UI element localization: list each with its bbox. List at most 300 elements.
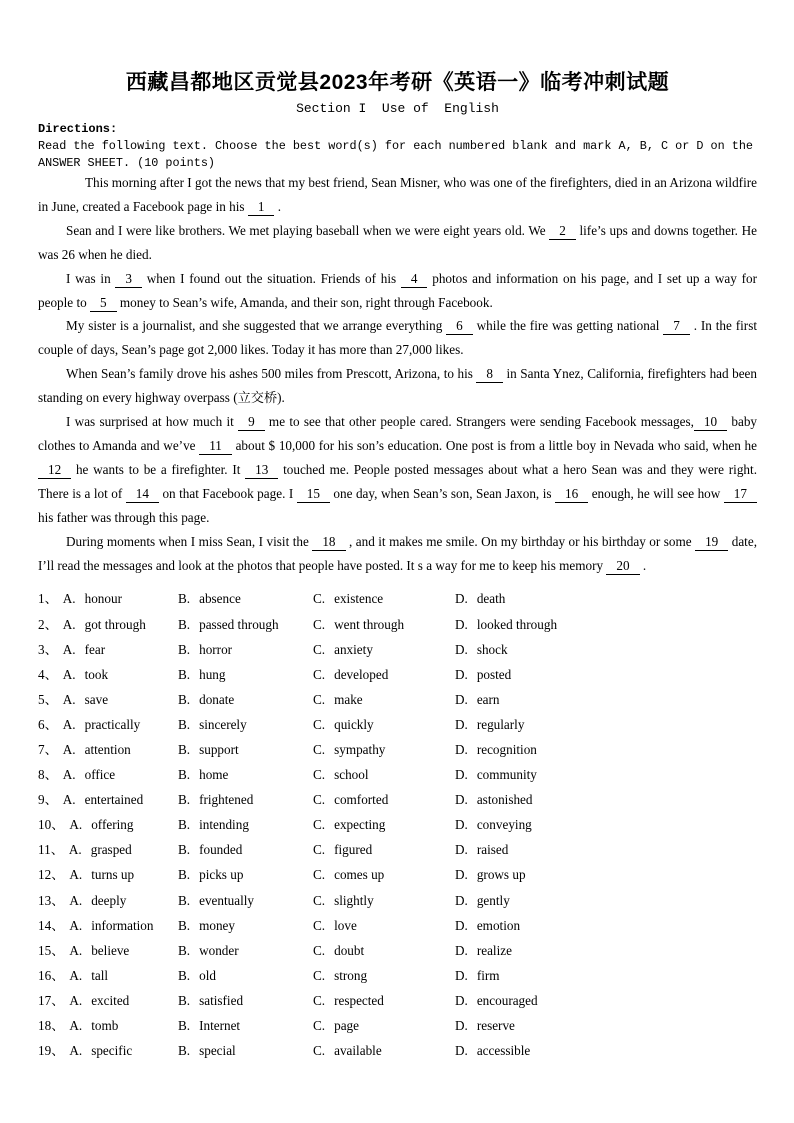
section-heading: Section I Use of English <box>296 101 499 116</box>
option-text: shock <box>476 641 508 657</box>
cloze-blank-13: 13 <box>245 461 278 479</box>
question-17-option-c <box>313 988 455 1013</box>
option-text: deeply <box>91 892 127 908</box>
question-row-17 <box>38 988 757 1013</box>
option-text: anxiety <box>334 641 373 657</box>
option-text: absence <box>199 591 241 607</box>
question-number: 10、 <box>38 817 65 833</box>
option-letter: B. <box>178 892 191 908</box>
option-letter: B. <box>178 1043 191 1059</box>
option-letter: B. <box>178 641 191 657</box>
directions-line: ANSWER SHEET. (10 points) <box>38 155 215 170</box>
cloze-blank-11: 11 <box>199 437 232 455</box>
cloze-blank-2: 2 <box>549 222 576 240</box>
option-text: existence <box>334 591 384 607</box>
option-letter: D. <box>455 1018 468 1033</box>
question-12-option-b <box>178 862 313 887</box>
question-number: 15、 <box>38 942 65 958</box>
question-18-option-d <box>455 1013 757 1038</box>
question-9-option-d <box>455 787 757 812</box>
question-14-option-c <box>313 913 455 938</box>
question-row-2 <box>38 612 757 637</box>
option-letter: B. <box>178 792 191 808</box>
option-text: realize <box>476 942 512 958</box>
option-text: honour <box>84 591 122 607</box>
cloze-blank-14: 14 <box>126 485 159 503</box>
option-text: picks up <box>199 867 244 883</box>
option-letter: A. <box>62 666 76 682</box>
option-letter: B. <box>178 691 191 707</box>
option-text: death <box>476 591 506 607</box>
question-3-option-a <box>38 637 178 662</box>
option-letter: D. <box>455 591 468 607</box>
question-1-option-c <box>313 586 455 611</box>
option-text: comes up <box>334 867 385 883</box>
question-3-option-b <box>178 637 313 662</box>
option-letter: B. <box>178 817 191 833</box>
question-2-option-a <box>38 612 178 637</box>
question-15-option-d <box>455 938 757 963</box>
option-letter: D. <box>455 767 468 783</box>
option-text: regularly <box>476 716 525 732</box>
cloze-blank-20: 20 <box>606 557 639 575</box>
option-text: developed <box>334 666 389 682</box>
option-letter: B. <box>178 842 191 858</box>
option-letter: C. <box>313 792 326 808</box>
option-text: school <box>334 767 369 783</box>
cloze-blank-3: 3 <box>115 270 142 288</box>
option-letter: D. <box>455 867 468 883</box>
option-text: support <box>199 741 239 757</box>
option-letter: A. <box>62 641 76 657</box>
question-row-14 <box>38 913 757 938</box>
cloze-blank-17: 17 <box>724 485 757 503</box>
question-3-option-d <box>455 637 757 662</box>
option-text: Internet <box>199 1018 241 1033</box>
option-text: encouraged <box>476 992 538 1008</box>
option-text: attention <box>84 741 131 757</box>
option-letter: D. <box>455 641 468 657</box>
question-1-option-a <box>38 586 178 611</box>
question-8-option-c <box>313 762 455 787</box>
question-6-option-b <box>178 712 313 737</box>
option-letter: A. <box>62 716 76 732</box>
option-text: believe <box>91 942 130 958</box>
option-text: conveying <box>476 817 532 833</box>
question-number: 8、 <box>38 767 58 783</box>
question-number: 1、 <box>38 591 58 607</box>
question-11-option-c <box>313 837 455 862</box>
option-text: horror <box>199 641 233 657</box>
question-4-option-c <box>313 662 455 687</box>
question-10-option-d <box>455 812 757 837</box>
passage-paragraph: My sister is a journalist, and she suggested that we arrange everything 6 while the fire was getting national 7 . In the first couple of days, Sean’s page got 2,000 likes. Today it has more than 27,000 likes. <box>38 318 757 358</box>
cloze-blank-9: 9 <box>238 413 265 431</box>
question-13-option-a <box>38 888 178 913</box>
option-letter: B. <box>178 767 191 783</box>
option-text: accessible <box>476 1043 531 1059</box>
option-letter: B. <box>178 992 191 1008</box>
option-text: grows up <box>476 867 526 883</box>
option-letter: D. <box>455 917 468 933</box>
cloze-blank-19: 19 <box>695 533 728 551</box>
question-number: 18、 <box>38 1018 65 1033</box>
cloze-blank-10: 10 <box>694 413 727 431</box>
option-letter: C. <box>313 1043 326 1059</box>
question-4-option-d <box>455 662 757 687</box>
option-text: entertained <box>84 792 144 808</box>
option-letter: D. <box>455 842 468 858</box>
option-letter: B. <box>178 917 191 933</box>
question-row-1 <box>38 586 757 611</box>
question-7-option-d <box>455 737 757 762</box>
question-10-option-a <box>38 812 178 837</box>
option-text: went through <box>334 616 405 632</box>
option-letter: A. <box>62 691 76 707</box>
passage-paragraph: I was in 3 when I found out the situation. Friends of his 4 photos and information on his page, and I set up a way for people to 5 money to Sean’s wife, Amanda, and their son, right through Facebook. <box>38 270 757 310</box>
question-2-option-d <box>455 612 757 637</box>
question-number: 12、 <box>38 867 65 883</box>
option-letter: D. <box>455 892 468 908</box>
question-10-option-b <box>178 812 313 837</box>
option-text: old <box>199 967 216 983</box>
question-14-option-b <box>178 913 313 938</box>
option-letter: A. <box>69 1018 83 1033</box>
option-letter: C. <box>313 842 326 858</box>
option-text: information <box>91 917 154 933</box>
question-row-9 <box>38 787 757 812</box>
question-6-option-c <box>313 712 455 737</box>
option-letter: D. <box>455 616 468 632</box>
option-text: eventually <box>199 892 255 908</box>
question-16-option-b <box>178 963 313 988</box>
question-row-13 <box>38 888 757 913</box>
question-number: 5、 <box>38 691 58 707</box>
question-18-option-c <box>313 1013 455 1038</box>
question-5-option-d <box>455 687 757 712</box>
question-row-4 <box>38 662 757 687</box>
option-text: sincerely <box>199 716 247 732</box>
question-19-option-c <box>313 1038 455 1063</box>
option-text: strong <box>334 967 368 983</box>
question-19-option-d <box>455 1038 757 1063</box>
question-16-option-d <box>455 963 757 988</box>
question-4-option-a <box>38 662 178 687</box>
question-7-option-a <box>38 737 178 762</box>
question-row-10 <box>38 812 757 837</box>
option-text: expecting <box>334 817 386 833</box>
option-text: fear <box>84 641 106 657</box>
question-5-option-b <box>178 687 313 712</box>
option-text: special <box>199 1043 236 1059</box>
question-2-option-c <box>313 612 455 637</box>
question-16-option-a <box>38 963 178 988</box>
question-number: 11、 <box>38 842 64 858</box>
option-letter: A. <box>68 842 82 858</box>
directions-line: Read the following text. Choose the best word(s) for each numbered blank and mark A, B, C or D on the <box>38 139 754 153</box>
question-19-option-a <box>38 1038 178 1063</box>
option-letter: C. <box>313 767 326 783</box>
option-letter: C. <box>313 591 326 607</box>
option-text: figured <box>334 842 373 858</box>
question-4-option-b <box>178 662 313 687</box>
cloze-blank-5: 5 <box>90 294 117 312</box>
question-number: 16、 <box>38 967 65 983</box>
option-letter: A. <box>69 967 83 983</box>
question-14-option-a <box>38 913 178 938</box>
question-18-option-b <box>178 1013 313 1038</box>
option-text: available <box>334 1043 382 1059</box>
cloze-blank-12: 12 <box>38 461 71 479</box>
question-11-option-a <box>38 837 178 862</box>
question-17-option-b <box>178 988 313 1013</box>
question-5-option-c <box>313 687 455 712</box>
question-12-option-a <box>38 862 178 887</box>
question-9-option-c <box>313 787 455 812</box>
option-text: office <box>84 767 116 783</box>
passage-paragraph: I was surprised at how much it 9 me to see that other people cared. Strangers were sending Facebook messages, 10 baby clothes to Amanda and we’ve 11 about $ 10,000 for his son’s education. One post is from a little boy in Nevada who said, when he 12 he wants to be a firefighter. It 13 touched me. People posted messages about what a hero Sean was and they were right. There is a lot of 14 on that Facebook page. I 15 one day, when Sean’s son, Sean Jaxon, is 16 enough, he will see how 17 his father was through this page. <box>38 414 758 525</box>
option-text: posted <box>476 666 512 682</box>
question-8-option-d <box>455 762 757 787</box>
option-text: recognition <box>476 741 537 757</box>
question-2-option-b <box>178 612 313 637</box>
question-row-3 <box>38 637 757 662</box>
question-6-option-d <box>455 712 757 737</box>
question-row-5 <box>38 687 757 712</box>
option-text: quickly <box>334 716 374 732</box>
option-letter: C. <box>313 616 326 632</box>
question-row-12 <box>38 862 757 887</box>
cloze-passage <box>38 171 757 577</box>
option-letter: C. <box>313 741 326 757</box>
question-13-option-c <box>313 888 455 913</box>
option-text: donate <box>199 691 235 707</box>
question-row-8 <box>38 762 757 787</box>
question-row-18 <box>38 1013 757 1038</box>
question-3-option-c <box>313 637 455 662</box>
question-row-19 <box>38 1038 757 1063</box>
questions-list <box>38 586 757 1063</box>
question-row-11 <box>38 837 757 862</box>
option-letter: D. <box>455 741 468 757</box>
option-letter: B. <box>178 591 191 607</box>
passage-paragraph: Sean and I were like brothers. We met playing baseball when we were eight years old. We 2 life’s ups and downs together. He was 26 when he died. <box>38 222 757 262</box>
directions-text <box>38 138 757 171</box>
option-letter: D. <box>455 1043 468 1059</box>
passage-paragraph: This morning after I got the news that my best friend, Sean Misner, who was one of the firefighters, died in an Arizona wildfire in June, created a Facebook page in his 1 . <box>38 175 757 214</box>
cloze-blank-15: 15 <box>297 485 330 503</box>
cloze-blank-4: 4 <box>401 270 428 288</box>
option-letter: B. <box>178 741 191 757</box>
question-11-option-b <box>178 837 313 862</box>
option-text: satisfied <box>199 992 244 1008</box>
option-letter: B. <box>178 666 191 682</box>
option-text: community <box>476 767 537 783</box>
option-text: money <box>199 917 235 933</box>
option-text: turns up <box>91 867 135 883</box>
option-letter: A. <box>69 867 83 883</box>
question-17-option-d <box>455 988 757 1013</box>
passage-paragraph: During moments when I miss Sean, I visit the 18 , and it makes me smile. On my birthday or his birthday or some 19 date, I’ll read the messages and look at the photos that people have posted. It s a way for me to keep his memory 20 . <box>38 533 757 573</box>
option-letter: D. <box>455 942 468 958</box>
option-text: doubt <box>334 942 365 958</box>
option-letter: A. <box>69 917 83 933</box>
option-letter: D. <box>455 967 468 983</box>
option-letter: D. <box>455 666 468 682</box>
question-9-option-b <box>178 787 313 812</box>
option-text: sympathy <box>334 741 386 757</box>
option-letter: C. <box>313 641 326 657</box>
option-text: specific <box>91 1043 133 1059</box>
cloze-blank-8: 8 <box>476 365 503 383</box>
option-letter: A. <box>62 616 76 632</box>
question-13-option-d <box>455 888 757 913</box>
option-text: frightened <box>199 792 254 808</box>
option-letter: C. <box>313 1018 326 1033</box>
question-1-option-b <box>178 586 313 611</box>
option-letter: A. <box>69 892 83 908</box>
option-text: looked through <box>476 616 558 632</box>
option-letter: C. <box>313 867 326 883</box>
option-letter: C. <box>313 892 326 908</box>
question-number: 9、 <box>38 792 58 808</box>
option-text: offering <box>91 817 134 833</box>
option-letter: B. <box>178 967 191 983</box>
option-letter: C. <box>313 942 326 958</box>
option-letter: B. <box>178 616 191 632</box>
cloze-blank-6: 6 <box>446 317 473 335</box>
option-letter: B. <box>178 867 191 883</box>
option-text: got through <box>84 616 146 632</box>
question-number: 13、 <box>38 892 65 908</box>
option-letter: C. <box>313 992 326 1008</box>
question-15-option-a <box>38 938 178 963</box>
question-12-option-c <box>313 862 455 887</box>
passage-paragraph: When Sean’s family drove his ashes 500 miles from Prescott, Arizona, to his 8 in Santa Ynez, California, firefighters had been standing on every highway overpass (立交桥). <box>38 366 758 406</box>
option-letter: A. <box>62 741 76 757</box>
option-text: gently <box>476 892 510 908</box>
question-row-6 <box>38 712 757 737</box>
option-text: passed through <box>199 616 279 632</box>
option-letter: A. <box>62 792 76 808</box>
question-8-option-b <box>178 762 313 787</box>
question-13-option-b <box>178 888 313 913</box>
option-text: firm <box>476 967 500 983</box>
option-letter: D. <box>455 817 468 833</box>
directions-label: Directions: <box>38 122 118 136</box>
option-letter: C. <box>313 691 326 707</box>
question-7-option-c <box>313 737 455 762</box>
option-letter: A. <box>62 591 76 607</box>
option-letter: C. <box>313 716 326 732</box>
question-row-7 <box>38 737 757 762</box>
option-text: took <box>84 666 109 682</box>
option-letter: C. <box>313 917 326 933</box>
option-letter: A. <box>69 817 83 833</box>
question-14-option-d <box>455 913 757 938</box>
option-text: emotion <box>476 917 521 933</box>
cloze-blank-16: 16 <box>555 485 588 503</box>
option-letter: A. <box>69 1043 83 1059</box>
option-text: astonished <box>476 792 533 808</box>
question-number: 3、 <box>38 641 58 657</box>
question-9-option-a <box>38 787 178 812</box>
cloze-blank-7: 7 <box>663 317 690 335</box>
question-19-option-b <box>178 1038 313 1063</box>
question-number: 17、 <box>38 992 65 1008</box>
option-letter: B. <box>178 1018 191 1033</box>
option-letter: D. <box>455 792 468 808</box>
question-number: 14、 <box>38 917 65 933</box>
option-text: respected <box>334 992 384 1008</box>
option-text: tomb <box>91 1018 119 1033</box>
option-text: raised <box>476 842 509 858</box>
question-11-option-d <box>455 837 757 862</box>
option-text: make <box>334 691 363 707</box>
option-letter: B. <box>178 716 191 732</box>
option-text: slightly <box>334 892 374 908</box>
option-text: founded <box>199 842 243 858</box>
option-text: hung <box>199 666 226 682</box>
question-number: 2、 <box>38 616 58 632</box>
option-letter: D. <box>455 691 468 707</box>
option-text: practically <box>84 716 141 732</box>
question-number: 6、 <box>38 716 58 732</box>
option-letter: C. <box>313 666 326 682</box>
question-number: 19、 <box>38 1043 65 1059</box>
option-text: wonder <box>199 942 239 958</box>
option-letter: A. <box>69 942 83 958</box>
question-number: 7、 <box>38 741 58 757</box>
page-title: 西藏昌都地区贡觉县2023年考研《英语一》临考冲刺试题 <box>125 71 670 94</box>
question-row-15 <box>38 938 757 963</box>
option-letter: B. <box>178 942 191 958</box>
question-12-option-d <box>455 862 757 887</box>
question-15-option-c <box>313 938 455 963</box>
question-15-option-b <box>178 938 313 963</box>
question-6-option-a <box>38 712 178 737</box>
option-letter: A. <box>62 767 76 783</box>
question-5-option-a <box>38 687 178 712</box>
option-letter: D. <box>455 992 468 1008</box>
option-text: tall <box>91 967 109 983</box>
question-10-option-c <box>313 812 455 837</box>
option-text: love <box>334 917 357 933</box>
option-text: page <box>334 1018 359 1033</box>
question-row-16 <box>38 963 757 988</box>
question-8-option-a <box>38 762 178 787</box>
cloze-blank-18: 18 <box>312 533 345 551</box>
option-text: excited <box>91 992 130 1008</box>
question-18-option-a <box>38 1013 178 1038</box>
option-letter: A. <box>69 992 83 1008</box>
option-letter: C. <box>313 967 326 983</box>
question-number: 4、 <box>38 666 58 682</box>
cloze-blank-1: 1 <box>248 198 275 216</box>
question-7-option-b <box>178 737 313 762</box>
option-text: intending <box>199 817 249 833</box>
question-16-option-c <box>313 963 455 988</box>
option-text: reserve <box>476 1018 515 1033</box>
option-letter: D. <box>455 716 468 732</box>
option-text: home <box>199 767 229 783</box>
option-text: grasped <box>90 842 132 858</box>
option-text: save <box>84 691 109 707</box>
option-letter: C. <box>313 817 326 833</box>
question-17-option-a <box>38 988 178 1013</box>
question-1-option-d <box>455 586 757 611</box>
option-text: earn <box>476 691 500 707</box>
